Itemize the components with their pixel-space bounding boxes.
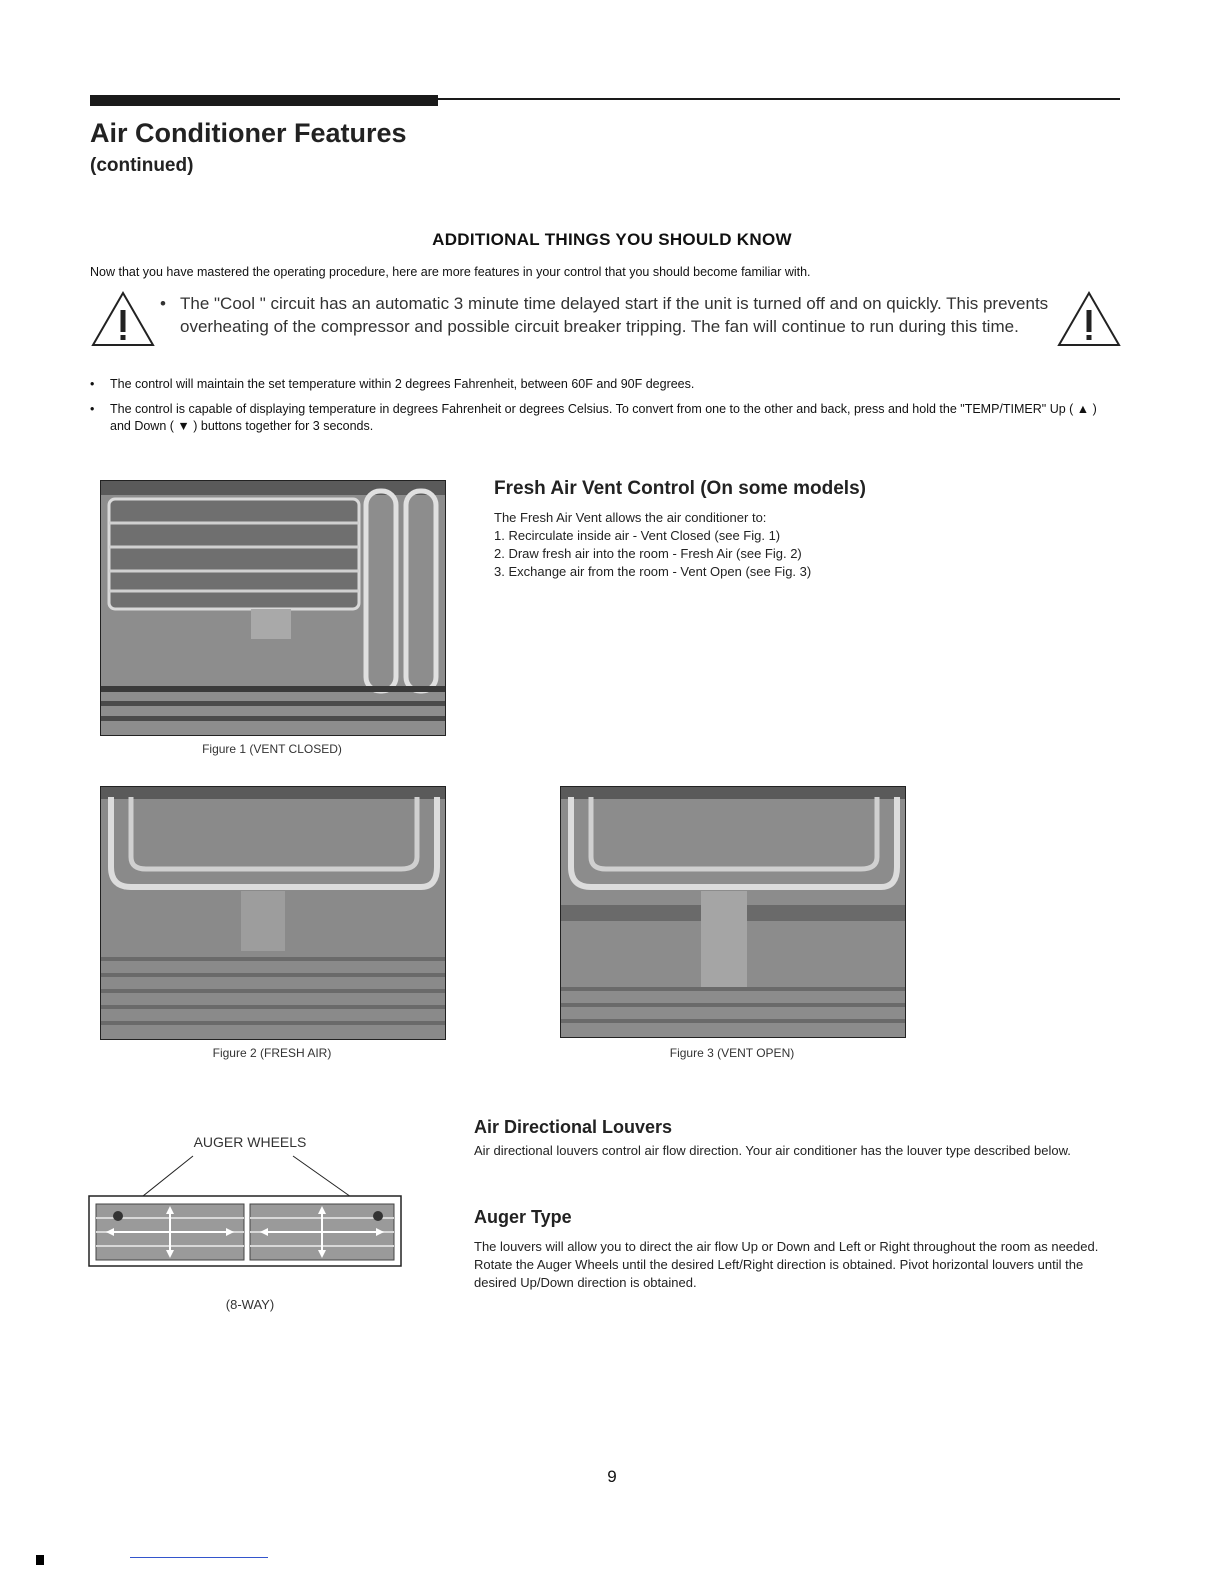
section-heading: ADDITIONAL THINGS YOU SHOULD KNOW [432,230,792,249]
bullet-text-before: The control is capable of displaying temperature in degrees Fahrenheit or degrees Celsius. To convert from one to the other and back, press and hold the "TEMP/TIMER" Up ( [110,402,1077,416]
warning-text: The "Cool " circuit has an automatic 3 minute time delayed start if the unit is turned off and on quickly. This prevents overheating of the compressor and possible circuit breaker tripping. The fan will continue to run during this time. [180,294,1049,336]
louvers-text: Air directional louvers control air flow direction. Your air conditioner has the louver type described below. [474,1143,1071,1158]
fresh-air-intro: The Fresh Air Vent allows the air conditioner to: [494,510,767,525]
page-subtitle: (continued) [90,155,194,176]
list-item: 1. Recirculate inside air - Vent Closed (see Fig. 1) [494,528,781,543]
auger-wheels-label: AUGER WHEELS [193,1134,307,1150]
page-title: Air Conditioner Features [90,118,407,148]
figure-1-photo [100,480,446,736]
header-bar [90,95,438,106]
louvers-heading: Air Directional Louvers [474,1117,673,1137]
warning-triangle-icon [90,290,156,348]
figure-2-photo [100,786,446,1040]
section-intro: Now that you have mastered the operating procedure, here are more features in your control that you should become familiar with. [90,265,811,279]
auger-heading: Auger Type [474,1207,572,1227]
figure-3-photo [560,786,906,1038]
figure-1-caption: Figure 1 (VENT CLOSED) [202,742,342,756]
header-rule [438,98,1120,100]
scan-mark [36,1555,44,1565]
page-number: 9 [607,1467,617,1486]
list-item: 2. Draw fresh air into the room - Fresh Air (see Fig. 2) [494,546,802,561]
louver-diagram-caption: (8-WAY) [225,1297,275,1312]
list-item: 3. Exchange air from the room - Vent Open (see Fig. 3) [494,564,812,579]
figure-3-caption: Figure 3 (VENT OPEN) [669,1046,795,1060]
fresh-air-heading: Fresh Air Vent Control (On some models) [494,478,866,499]
bullet-text-middle: ) and Down ( [110,402,1097,433]
bullet-item [90,401,1120,437]
warning-triangle-icon [1056,290,1122,348]
footer-link-line [130,1557,268,1558]
bullet-marker: • [90,402,95,416]
warning-bullet: • [160,294,166,313]
bullet-marker: • [90,377,95,391]
bullet-item [90,376,1120,394]
bullet-text [110,401,1115,435]
down-arrow-icon: ▼ [177,419,190,433]
warning-text-block [160,292,1055,336]
bullet-text: The control will maintain the set temperature within 2 degrees Fahrenheit, between 60F and 90F degrees. [110,377,695,391]
auger-text: The louvers will allow you to direct the air flow Up or Down and Left or Right throughout the room as needed. Rotate the Auger Wheels until the desired Left/Right direction is obtained. Pivot horizontal louvers until the desired Up/Down direction is obtained. [474,1239,1099,1290]
bullet-text-after: ) buttons together for 3 seconds. [189,419,374,433]
up-arrow-icon: ▲ [1076,402,1090,416]
figure-2-caption: Figure 2 (FRESH AIR) [212,1046,332,1060]
louver-diagram [88,1150,404,1270]
